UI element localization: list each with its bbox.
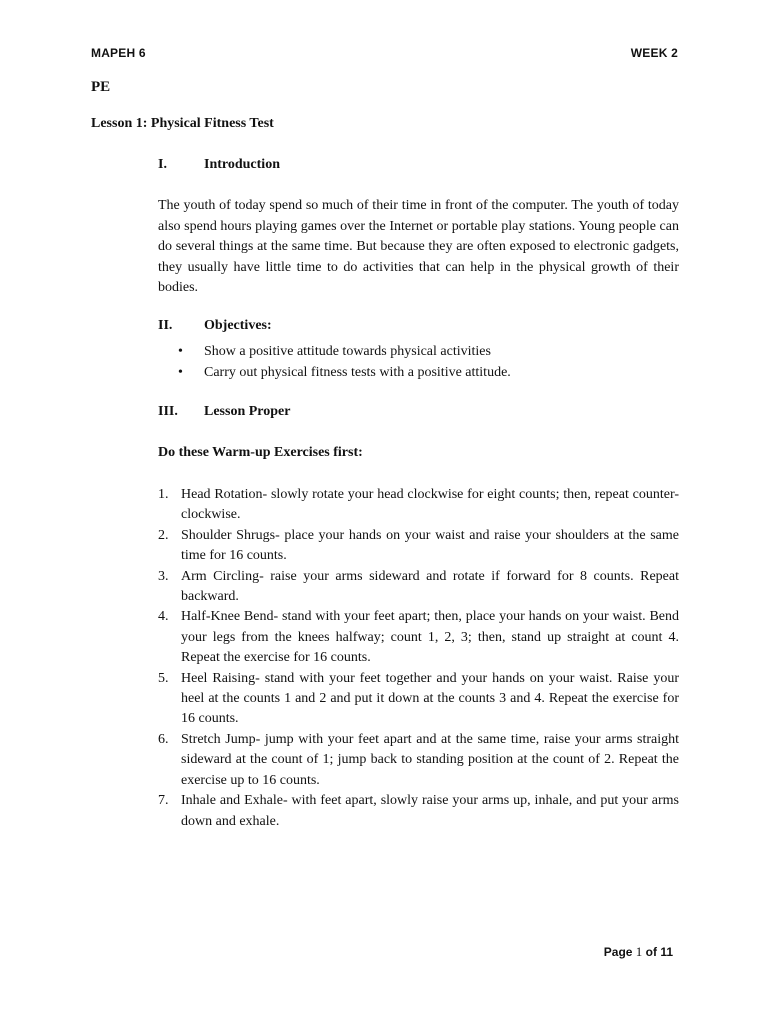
introduction-paragraph: The youth of today spend so much of their time in front of the computer. The youth of today also spend hours playing games over the Internet or portable play stations. Young people can do several things at the same time. But because they are often exposed to electronic gadgets, they usually have little time to do activities that can help in the physical growth of their bodies. <box>158 198 679 295</box>
section-number: II. <box>158 318 173 333</box>
exercise-text: Arm Circling- raise your arms sideward and rotate if forward for 8 counts. Repeat backward. <box>181 568 679 605</box>
exercise-item <box>158 607 679 668</box>
subject-heading: PE <box>91 79 111 95</box>
section-number: III. <box>158 404 178 419</box>
exercise-text: Heel Raising- stand with your feet together and your hands on your waist. Raise your heel at the counts 1 and 2 and put it down at the counts 3 and 4. Repeat the exercise for 16 counts. <box>181 670 679 727</box>
exercise-number: 5. <box>158 670 169 686</box>
objective-item <box>176 362 511 383</box>
bullet-icon: • <box>178 344 183 359</box>
header-week: WEEK 2 <box>630 46 678 60</box>
objective-item <box>176 341 511 362</box>
section-objectives <box>158 318 272 334</box>
exercise-list <box>158 485 679 832</box>
exercise-text: Inhale and Exhale- with feet apart, slowly raise your arms up, inhale, and put your arms down and exhale. <box>181 793 679 829</box>
page-number: 1 <box>635 944 643 959</box>
exercise-number: 4. <box>158 609 169 625</box>
exercise-item <box>158 567 679 608</box>
lesson-title: Lesson 1: Physical Fitness Test <box>91 116 274 131</box>
section-number: I. <box>158 157 167 172</box>
exercise-text: Shoulder Shrugs- place your hands on your waist and raise your shoulders at the same time for 16 counts. <box>181 527 679 564</box>
exercise-item <box>158 669 679 730</box>
exercise-number: 6. <box>158 731 169 747</box>
exercise-text: Stretch Jump- jump with your feet apart and at the same time, raise your arms straight sideward at the count of 1; jump back to standing position at the count of 2. Repeat the exercise up to 16 counts. <box>181 731 679 788</box>
of-label: of <box>645 945 657 959</box>
exercise-number: 1. <box>158 487 169 502</box>
page-total: 11 <box>660 945 673 959</box>
objectives-list <box>176 341 511 383</box>
header-subject: MAPEH 6 <box>91 46 146 60</box>
section-lesson-proper <box>158 404 290 420</box>
section-title: Introduction <box>204 157 280 172</box>
warmup-heading: Do these Warm-up Exercises first: <box>158 445 363 460</box>
exercise-item <box>158 485 679 526</box>
exercise-number: 2. <box>158 527 169 543</box>
objective-text: Show a positive attitude towards physical activities <box>204 344 491 359</box>
section-title: Lesson Proper <box>204 404 291 419</box>
section-title: Objectives: <box>204 318 272 333</box>
exercise-item <box>158 526 679 567</box>
objective-text: Carry out physical fitness tests with a positive attitude. <box>204 365 511 380</box>
exercise-number: 3. <box>158 568 169 584</box>
exercise-item <box>158 730 679 791</box>
exercise-text: Head Rotation- slowly rotate your head clockwise for eight counts; then, repeat counter-clockwise. <box>181 487 679 523</box>
exercise-number: 7. <box>158 793 169 809</box>
bullet-icon: • <box>178 365 183 380</box>
section-introduction <box>158 157 280 173</box>
exercise-item <box>158 791 679 832</box>
page-footer <box>604 944 673 960</box>
page-label: Page <box>603 945 633 959</box>
exercise-text: Half-Knee Bend- stand with your feet apart; then, place your hands on your waist. Bend your legs from the knees halfway; count 1, 2, 3; then, stand up straight at count 4. Repeat the exercise for 16 counts. <box>181 609 679 666</box>
